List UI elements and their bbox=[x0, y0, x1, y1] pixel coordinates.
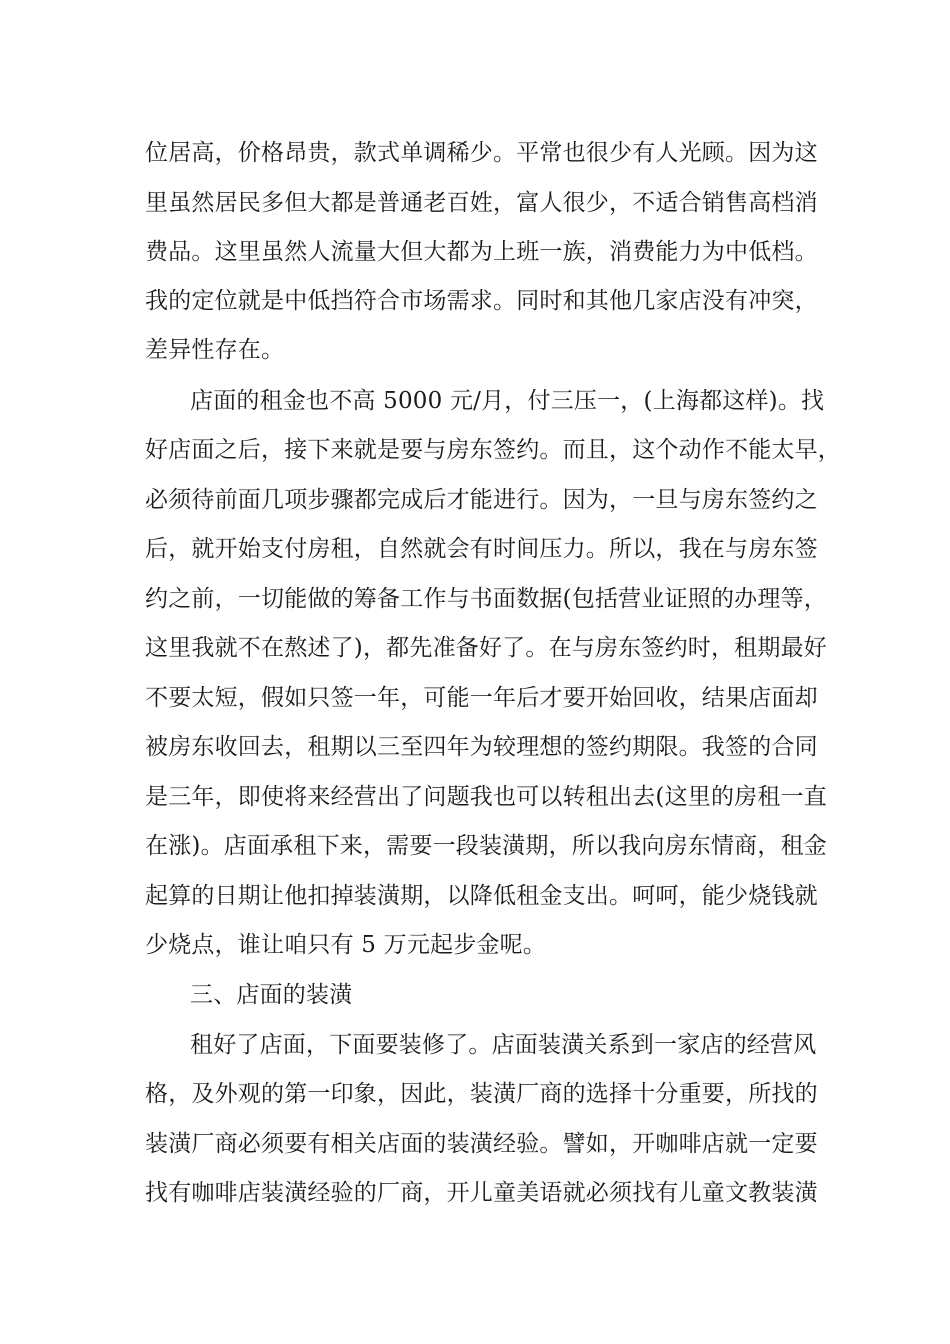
text-line-21: 装潢厂商必须要有相关店面的装潢经验。譬如，开咖啡店就一定要 bbox=[145, 1131, 818, 1157]
text-line-20: 格，及外观的第一印象，因此，装潢厂商的选择十分重要，所找的 bbox=[145, 1081, 818, 1107]
text-line-14: 是三年，即使将来经营出了问题我也可以转租出去(这里的房租一直 bbox=[145, 784, 827, 810]
text-line-13: 被房东收回去，租期以三至四年为较理想的签约期限。我签的合同 bbox=[145, 734, 818, 760]
text-line-3: 费品。这里虽然人流量大但大都为上班一族，消费能力为中低档。 bbox=[145, 239, 818, 265]
text-line-5: 差异性存在。 bbox=[145, 337, 285, 363]
text-line-16: 起算的日期让他扣掉装潢期，以降低租金支出。呵呵，能少烧钱就 bbox=[145, 883, 818, 909]
text-line-2: 里虽然居民多但大都是普通老百姓，富人很少，不适合销售高档消 bbox=[145, 190, 818, 216]
text-line-17: 少烧点，谁让咱只有 5 万元起步金呢。 bbox=[145, 932, 547, 958]
section-heading-decoration: 三、店面的装潢 bbox=[190, 982, 353, 1008]
text-line-4: 我的定位就是中低挡符合市场需求。同时和其他几家店没有冲突， bbox=[145, 288, 818, 314]
text-line-15: 在涨)。店面承租下来，需要一段装潢期，所以我向房东情商，租金 bbox=[145, 833, 827, 859]
text-line-7: 好店面之后，接下来就是要与房东签约。而且，这个动作不能太早， bbox=[145, 437, 841, 463]
paragraph-decoration-first-line: 租好了店面，下面要装修了。店面装潢关系到一家店的经营风 bbox=[190, 1032, 817, 1058]
paragraph-rent-first-line: 店面的租金也不高 5000 元/月，付三压一，(上海都这样)。找 bbox=[190, 388, 825, 414]
text-line-22: 找有咖啡店装潢经验的厂商，开儿童美语就必须找有儿童文教装潢 bbox=[145, 1180, 818, 1206]
text-line-9: 后，就开始支付房租，自然就会有时间压力。所以，我在与房东签 bbox=[145, 536, 818, 562]
text-line-10: 约之前，一切能做的筹备工作与书面数据(包括营业证照的办理等， bbox=[145, 586, 827, 612]
text-line-12: 不要太短，假如只签一年，可能一年后才要开始回收，结果店面却 bbox=[145, 685, 818, 711]
text-line-1: 位居高，价格昂贵，款式单调稀少。平常也很少有人光顾。因为这 bbox=[145, 140, 818, 166]
text-line-11: 这里我就不在熬述了)，都先准备好了。在与房东签约时，租期最好 bbox=[145, 635, 827, 661]
text-line-8: 必须待前面几项步骤都完成后才能进行。因为，一旦与房东签约之 bbox=[145, 487, 818, 513]
